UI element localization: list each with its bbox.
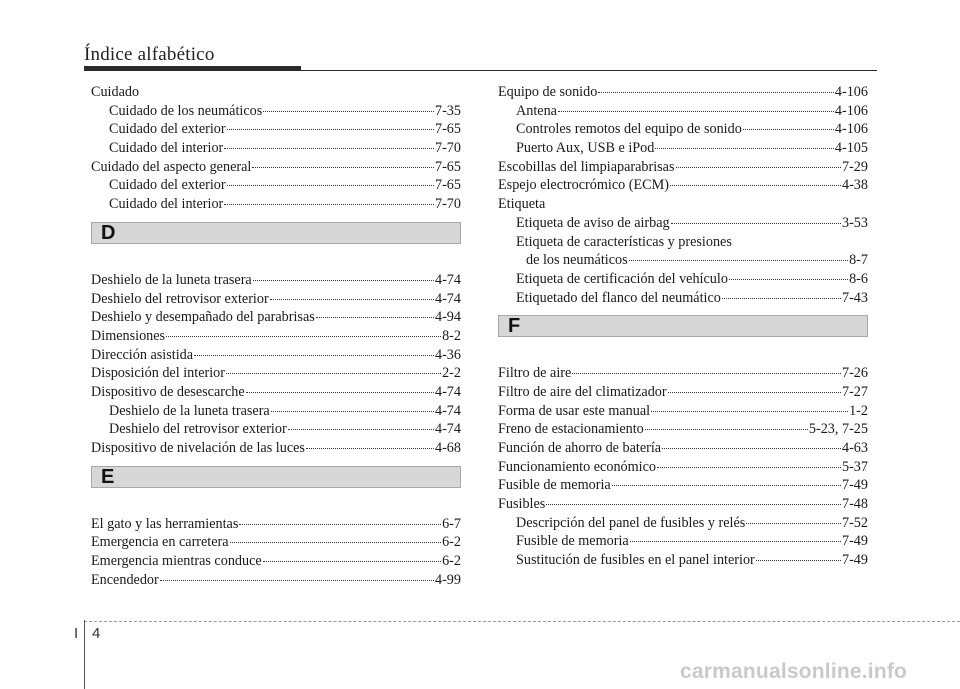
index-page-ref: 8-7 — [849, 252, 868, 269]
index-page-ref: 4-68 — [434, 440, 461, 456]
index-page-ref: 7-65 — [434, 158, 461, 175]
index-term: Funcionamiento económico — [498, 458, 656, 475]
index-page-ref: 5-23, 7-25 — [808, 421, 868, 438]
index-term: Encendedor — [91, 571, 159, 588]
index-page-ref: 4-63 — [841, 440, 868, 456]
dot-leader — [629, 260, 848, 261]
index-term: Equipo de sonido — [498, 84, 598, 100]
index-page-ref: 4-106 — [834, 102, 868, 119]
dot-leader — [729, 279, 848, 280]
header-rule-thick — [84, 66, 301, 71]
index-page-ref: 2-2 — [442, 365, 461, 382]
index-entry — [498, 476, 868, 495]
index-term: Cuidado del interior — [109, 140, 224, 157]
index-term: Controles remotos del equipo de sonido — [516, 121, 742, 138]
index-term: Etiqueta — [498, 196, 546, 213]
index-term: Dirección asistida — [91, 346, 194, 363]
index-page-ref: 7-35 — [434, 102, 461, 119]
index-page-ref: 7-26 — [841, 365, 868, 382]
index-term: Fusible de memoria — [516, 533, 629, 550]
dot-leader — [655, 148, 834, 149]
index-entry — [91, 571, 461, 590]
index-entry — [498, 139, 868, 158]
index-term: Etiquetado del flanco del neumático — [516, 289, 721, 306]
dot-leader — [756, 560, 841, 561]
index-entry — [498, 158, 868, 177]
dot-leader — [657, 467, 841, 468]
dot-leader — [668, 392, 841, 393]
dot-leader — [662, 448, 841, 449]
index-page-ref: 8-6 — [849, 270, 868, 287]
index-page-ref: 7-52 — [841, 514, 868, 531]
index-page-ref: 7-65 — [434, 177, 461, 194]
index-entry — [91, 102, 461, 121]
dot-leader — [224, 148, 434, 149]
index-block-e — [91, 515, 461, 590]
header-rule-thin — [301, 70, 877, 71]
dot-leader — [676, 167, 841, 168]
index-term: Freno de estacionamiento — [498, 421, 644, 438]
index-term: Deshielo de la luneta trasera — [109, 402, 270, 419]
index-entry — [91, 120, 461, 139]
index-entry — [498, 402, 868, 421]
index-entry — [91, 364, 461, 383]
index-entry — [91, 308, 461, 327]
section-letter-f: F — [508, 315, 521, 338]
dot-leader — [671, 223, 841, 224]
index-entry — [91, 176, 461, 195]
index-term: Puerto Aux, USB e iPod — [516, 140, 655, 157]
index-entry — [498, 83, 868, 102]
dot-leader — [239, 524, 441, 525]
dot-leader — [263, 111, 434, 112]
index-page-ref: 7-43 — [841, 289, 868, 306]
index-block-f — [498, 364, 868, 570]
dot-leader — [227, 185, 434, 186]
dot-leader — [670, 185, 841, 186]
dot-leader — [270, 299, 434, 300]
index-entry — [91, 533, 461, 552]
dot-leader — [226, 373, 441, 374]
index-term: Antena — [516, 102, 557, 119]
index-entry — [91, 158, 461, 177]
index-entry — [91, 515, 461, 534]
dot-leader — [651, 411, 848, 412]
footer-chapter: I — [74, 625, 79, 642]
index-entry — [91, 346, 461, 365]
index-page-ref: 6-7 — [442, 515, 461, 532]
index-page-ref: 4-74 — [434, 421, 461, 438]
index-term: Función de ahorro de batería — [498, 440, 662, 456]
index-term: Cuidado del exterior — [109, 177, 226, 194]
index-entry — [498, 233, 868, 252]
dot-leader — [288, 429, 434, 430]
index-entry — [498, 195, 868, 214]
dot-leader — [630, 541, 841, 542]
index-page-ref: 4-106 — [834, 84, 868, 100]
dot-leader — [722, 298, 841, 299]
index-term: Deshielo del retrovisor exterior — [91, 290, 269, 307]
index-block-e-cont — [498, 83, 868, 307]
index-term: Filtro de aire del climatizador — [498, 383, 667, 400]
index-page-ref: 4-106 — [834, 121, 868, 138]
dot-leader — [227, 129, 434, 130]
index-term: Emergencia en carretera — [91, 534, 229, 551]
index-entry — [91, 290, 461, 309]
dot-leader — [546, 504, 841, 505]
index-page-ref: 7-27 — [841, 383, 868, 400]
index-page-ref: 7-65 — [434, 121, 461, 138]
index-page-ref: 3-53 — [841, 214, 868, 231]
index-term: Espejo electrocrómico (ECM) — [498, 177, 669, 194]
index-entry — [498, 532, 868, 551]
dot-leader — [166, 336, 441, 337]
dot-leader — [224, 204, 434, 205]
index-entry — [498, 120, 868, 139]
index-entry — [498, 102, 868, 121]
dot-leader — [263, 561, 441, 562]
index-page-ref: 4-94 — [434, 309, 461, 326]
dot-leader — [271, 411, 434, 412]
index-page-ref: 4-99 — [434, 571, 461, 588]
index-page-ref: 4-36 — [434, 346, 461, 363]
section-letter-d: D — [101, 221, 116, 244]
index-entry — [498, 383, 868, 402]
index-entry — [498, 289, 868, 308]
index-term: Dispositivo de desescarche — [91, 383, 245, 400]
index-term: Filtro de aire — [498, 365, 572, 382]
index-entry — [91, 83, 461, 102]
index-page-ref: 7-49 — [841, 552, 868, 569]
index-entry — [498, 551, 868, 570]
index-page-ref: 4-74 — [434, 271, 461, 288]
index-page-ref: 7-49 — [841, 533, 868, 550]
index-page-ref: 5-37 — [841, 458, 868, 475]
dot-leader — [246, 392, 434, 393]
section-header-d — [91, 222, 461, 244]
index-page-ref: 4-38 — [841, 177, 868, 194]
index-entry — [91, 552, 461, 571]
index-term: El gato y las herramientas — [91, 515, 239, 532]
dot-leader — [253, 280, 434, 281]
index-block-c — [91, 83, 461, 214]
index-term: Fusible de memoria — [498, 477, 611, 494]
index-page-ref: 4-74 — [434, 383, 461, 400]
index-entry — [498, 439, 868, 458]
index-page-ref: 4-74 — [434, 290, 461, 307]
index-entry — [91, 195, 461, 214]
footer-rule — [84, 621, 960, 622]
index-entry — [91, 420, 461, 439]
dot-leader — [160, 580, 434, 581]
index-entry — [498, 270, 868, 289]
index-term: de los neumáticos — [526, 252, 628, 269]
index-term: Deshielo del retrovisor exterior — [109, 421, 287, 438]
index-term: Deshielo y desempañado del parabrisas — [91, 309, 315, 326]
watermark: carmanualsonline.info — [680, 660, 908, 683]
index-entry — [498, 364, 868, 383]
index-term: Cuidado — [91, 84, 140, 100]
index-page-ref: 7-49 — [841, 477, 868, 494]
index-term: Descripción del panel de fusibles y relés — [516, 514, 746, 531]
index-page-ref: 7-29 — [841, 158, 868, 175]
index-term: Disposición del interior — [91, 365, 225, 382]
dot-leader — [743, 129, 834, 130]
index-term: Escobillas del limpiaparabrisas — [498, 158, 675, 175]
dot-leader — [252, 167, 434, 168]
index-page-ref: 8-2 — [442, 327, 461, 344]
dot-leader — [306, 448, 434, 449]
index-term: Emergencia mientras conduce — [91, 553, 262, 570]
index-page-ref: 1-2 — [849, 402, 868, 419]
index-page-ref: 4-74 — [434, 402, 461, 419]
index-page-ref: 7-48 — [841, 496, 868, 513]
dot-leader — [316, 317, 434, 318]
index-entry — [498, 251, 868, 270]
index-page-ref: 7-70 — [434, 196, 461, 213]
index-entry — [91, 327, 461, 346]
index-term: Cuidado de los neumáticos — [109, 102, 263, 119]
page-title: Índice alfabético — [84, 44, 215, 65]
index-term: Cuidado del exterior — [109, 121, 226, 138]
index-term: Fusibles — [498, 496, 546, 513]
index-page-ref: 6-2 — [442, 534, 461, 551]
index-entry — [498, 214, 868, 233]
index-term: Dispositivo de nivelación de las luces — [91, 440, 305, 456]
index-term: Cuidado del interior — [109, 196, 224, 213]
index-page-ref: 7-70 — [434, 140, 461, 157]
dot-leader — [194, 355, 434, 356]
dot-leader — [558, 111, 834, 112]
index-term: Deshielo de la luneta trasera — [91, 271, 252, 288]
index-block-d — [91, 271, 461, 458]
footer-vertical-rule — [84, 620, 85, 689]
section-header-f — [498, 315, 868, 337]
dot-leader — [598, 92, 834, 93]
index-entry — [91, 271, 461, 290]
dot-leader — [612, 485, 841, 486]
index-column-left — [91, 83, 461, 589]
index-page-ref: 6-2 — [442, 553, 461, 570]
dot-leader — [572, 373, 841, 374]
index-term: Etiqueta de aviso de airbag — [516, 214, 670, 231]
dot-leader — [230, 542, 442, 543]
index-column-right — [498, 83, 868, 570]
index-term: Dimensiones — [91, 327, 166, 344]
index-term: Etiqueta de certificación del vehículo — [516, 270, 728, 287]
index-term: Etiqueta de características y presiones — [516, 233, 732, 250]
index-entry — [498, 458, 868, 477]
index-entry — [498, 420, 868, 439]
index-term: Cuidado del aspecto general — [91, 158, 252, 175]
index-entry — [498, 514, 868, 533]
index-entry — [498, 495, 868, 514]
index-page-ref: 4-105 — [834, 140, 868, 157]
index-entry — [498, 176, 868, 195]
dot-leader — [645, 429, 808, 430]
dot-leader — [746, 523, 841, 524]
index-entry — [91, 402, 461, 421]
index-term: Forma de usar este manual — [498, 402, 651, 419]
section-letter-e: E — [101, 465, 115, 488]
index-entry — [91, 383, 461, 402]
index-entry — [91, 139, 461, 158]
section-header-e — [91, 466, 461, 488]
index-term: Sustitución de fusibles en el panel interior — [516, 552, 755, 569]
index-entry — [91, 439, 461, 458]
page-number: 4 — [92, 625, 101, 642]
